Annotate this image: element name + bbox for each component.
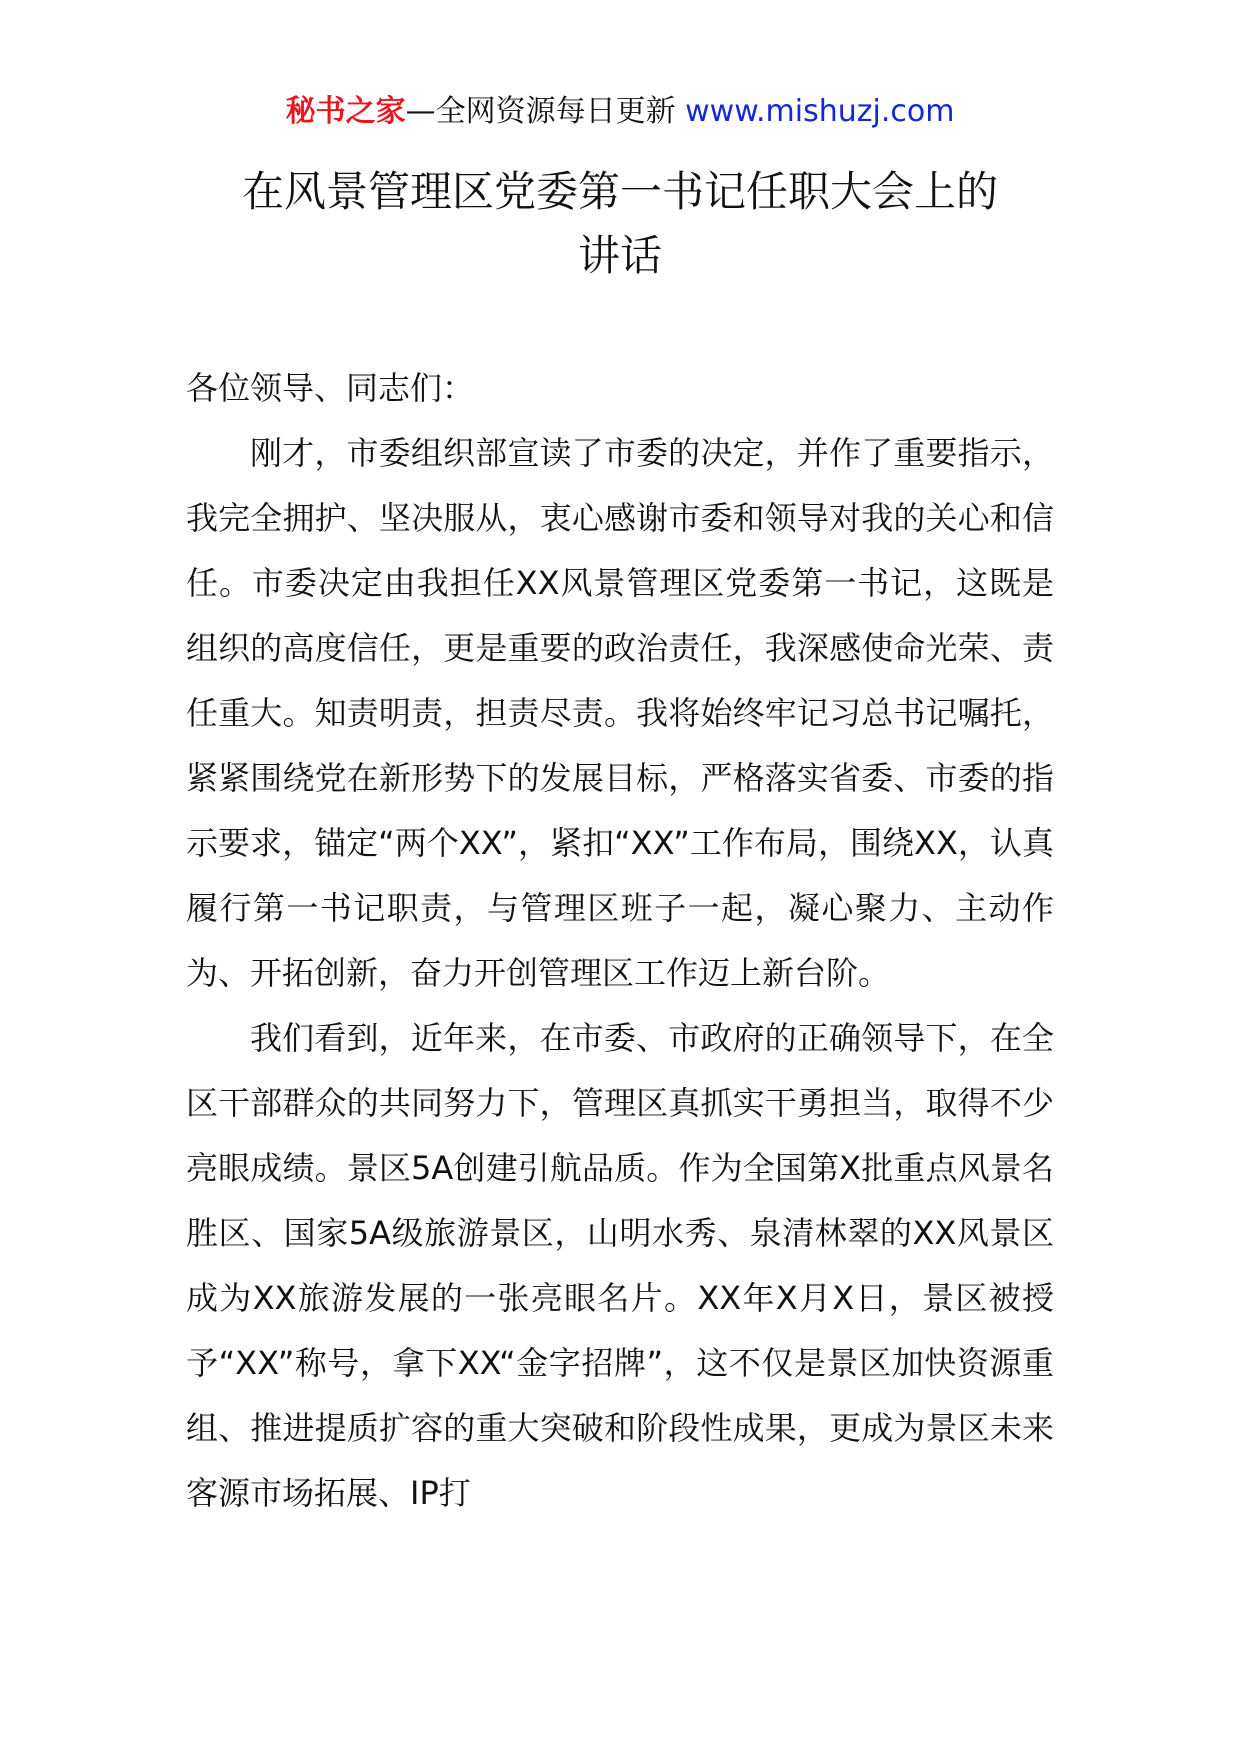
title-line-2: 讲话 — [577, 231, 662, 280]
header-tagline: —全网资源每日更新 — [405, 94, 686, 129]
brand-name: 秘书之家 — [285, 94, 406, 129]
paragraph-2: 我们看到，近年来，在市委、市政府的正确领导下，在全区干部群众的共同努力下，管理区真抓实干勇担当，取得不少亮眼成绩。景区5A创建引航品质。作为全国第X批重点风景名胜区、国家5A级旅游景区，山明水秀、泉清林翠的XX风景区成为XX旅游发展的一张亮眼名片。XX年X月X日，景区被授予“XX”称号，拿下XX“金字招牌”，这不仅是景区加快资源重组、推进提质扩容的重大突破和阶段性成果，更成为景区未来客源市场拓展、IP打 — [186, 1019, 1054, 1512]
document-body — [186, 356, 1054, 1526]
salutation: 各位领导、同志们： — [186, 369, 475, 407]
site-url-link[interactable]: www.mishuzj.com — [685, 94, 955, 129]
site-header — [0, 92, 1240, 132]
document-title — [160, 160, 1080, 288]
title-line-1: 在风景管理区党委第一书记任职大会上的 — [241, 167, 998, 216]
paragraph-1: 刚才，市委组织部宣读了市委的决定，并作了重要指示，我完全拥护、坚决服从，衷心感谢市委和领导对我的关心和信任。市委决定由我担任XX风景管理区党委第一书记，这既是组织的高度信任，更是重要的政治责任，我深感使命光荣、责任重大。知责明责，担责尽责。我将始终牢记习总书记嘱托，紧紧围绕党在新形势下的发展目标，严格落实省委、市委的指示要求，锚定“两个XX”，紧扣“XX”工作布局，围绕XX，认真履行第一书记职责，与管理区班子一起，凝心聚力、主动作为、开拓创新，奋力开创管理区工作迈上新台阶。 — [186, 434, 1054, 992]
